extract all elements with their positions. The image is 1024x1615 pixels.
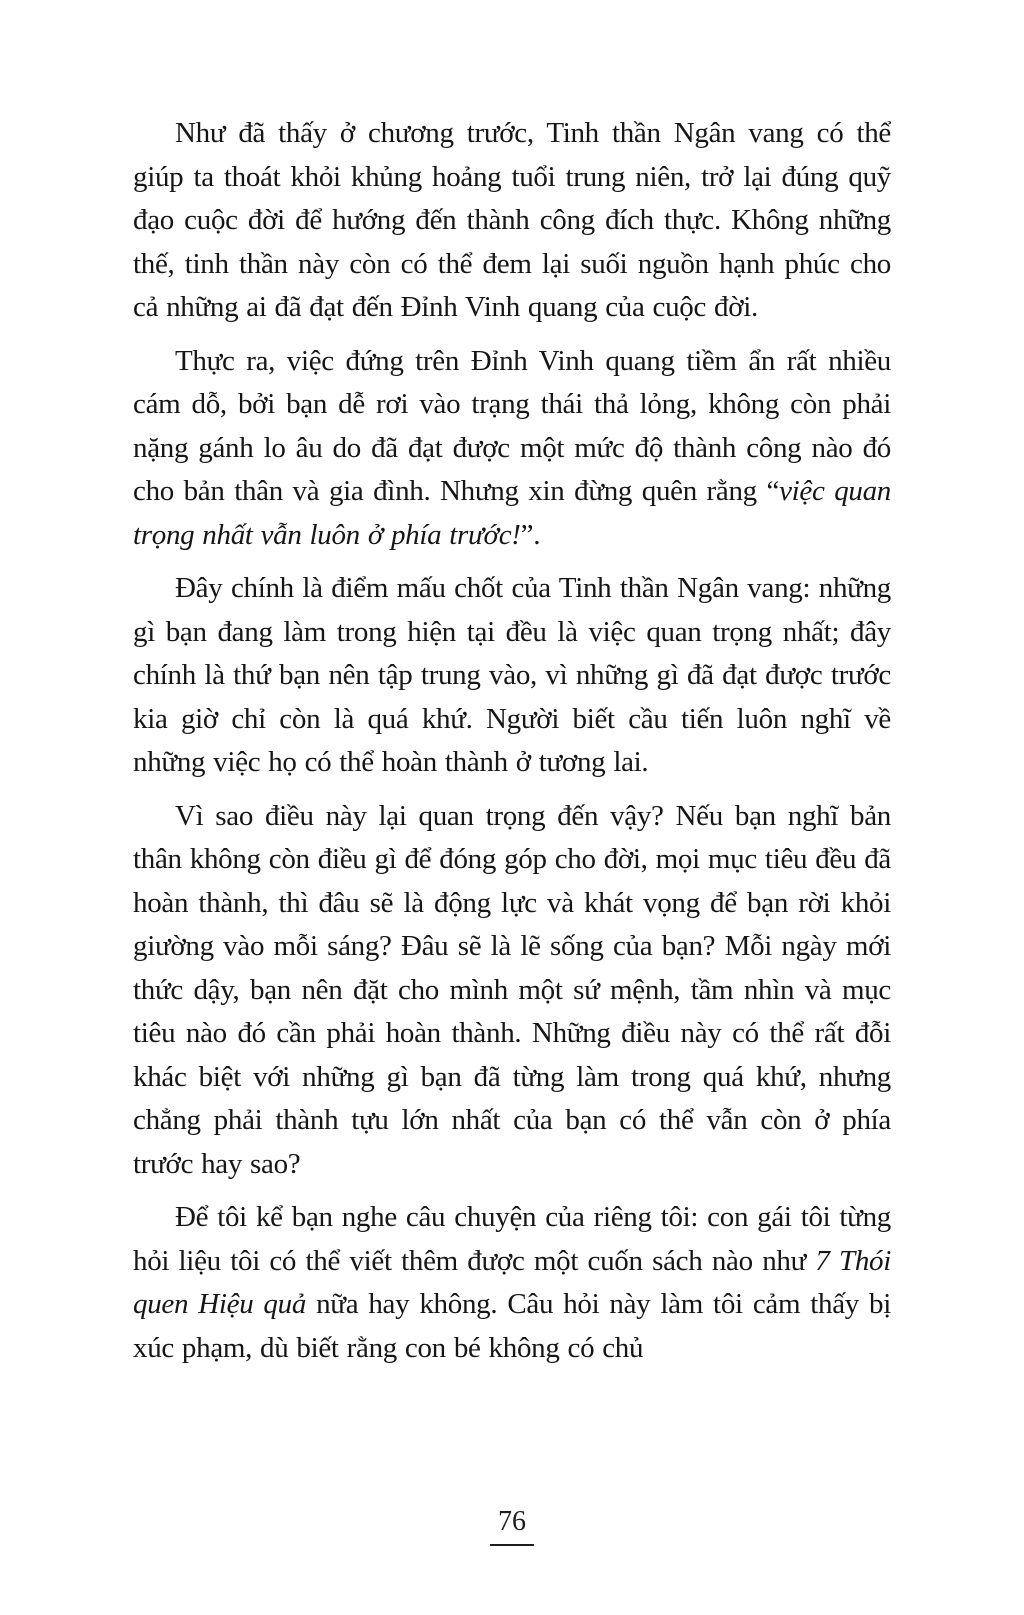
text-segment: Để tôi kể bạn nghe câu chuyện của riêng tôi: con gái tôi từng hỏi liệu tôi có thể viết thêm được một cuốn sách nào như xyxy=(133,1201,891,1277)
paragraph xyxy=(133,795,891,1187)
text-segment: ”. xyxy=(520,518,541,551)
text-segment: Vì sao điều này lại quan trọng đến vậy? Nếu bạn nghĩ bản thân không còn điều gì để đóng góp cho đời, mọi mục tiêu đều đã hoàn thành, thì đâu sẽ là động lực và khát vọng để bạn rời khỏi giường vào mỗi sáng? Đâu sẽ là lẽ sống của bạn? Mỗi ngày mới thức dậy, bạn nên đặt cho mình một sứ mệnh, tầm nhìn và mục tiêu nào đó cần phải hoàn thành. Những điều này có thể rất đỗi khác biệt với những gì bạn đã từng làm trong quá khứ, nhưng chẳng phải thành tựu lớn nhất của bạn có thể vẫn còn ở phía trước hay sao? xyxy=(133,799,891,1180)
text-segment: Đây chính là điểm mấu chốt của Tinh thần Ngân vang: những gì bạn đang làm trong hiện tại đều là việc quan trọng nhất; đây chính là thứ bạn nên tập trung vào, vì những gì đã đạt được trước kia giờ chỉ còn là quá khứ. Người biết cầu tiến luôn nghĩ về những việc họ có thể hoàn thành ở tương lai. xyxy=(133,572,891,778)
italic-text-segment: 7 Thói quen Hiệu quả xyxy=(133,1244,892,1320)
page-number-footer xyxy=(0,1506,1024,1546)
paragraph xyxy=(133,112,891,330)
text-segment: Như đã thấy ở chương trước, Tinh thần Ngân vang có thể giúp ta thoát khỏi khủng hoảng tuổi trung niên, trở lại đúng quỹ đạo cuộc đời để hướng đến thành công đích thực. Không những thế, tinh thần này còn có thể đem lại suối nguồn hạnh phúc cho cả những ai đã đạt đến Đỉnh Vinh quang của cuộc đời. xyxy=(133,117,891,323)
text-segment: Thực ra, việc đứng trên Đỉnh Vinh quang tiềm ẩn rất nhiều cám dỗ, bởi bạn dễ rơi vào trạng thái thả lỏng, không còn phải nặng gánh lo âu do đã đạt được một mức độ thành công nào đó cho bản thân và gia đình. Nhưng xin đừng quên rằng “ xyxy=(133,344,891,507)
page-number: 76 xyxy=(490,1506,534,1546)
italic-text-segment: việc quan trọng nhất vẫn luôn ở phía trước! xyxy=(133,475,891,551)
text-segment: nữa hay không. Câu hỏi này làm tôi cảm thấy bị xúc phạm, dù biết rằng con bé không có chủ xyxy=(133,1288,891,1364)
paragraph xyxy=(133,1196,891,1370)
paragraph xyxy=(133,567,891,785)
paragraph xyxy=(133,340,891,558)
page-text xyxy=(133,112,891,1380)
